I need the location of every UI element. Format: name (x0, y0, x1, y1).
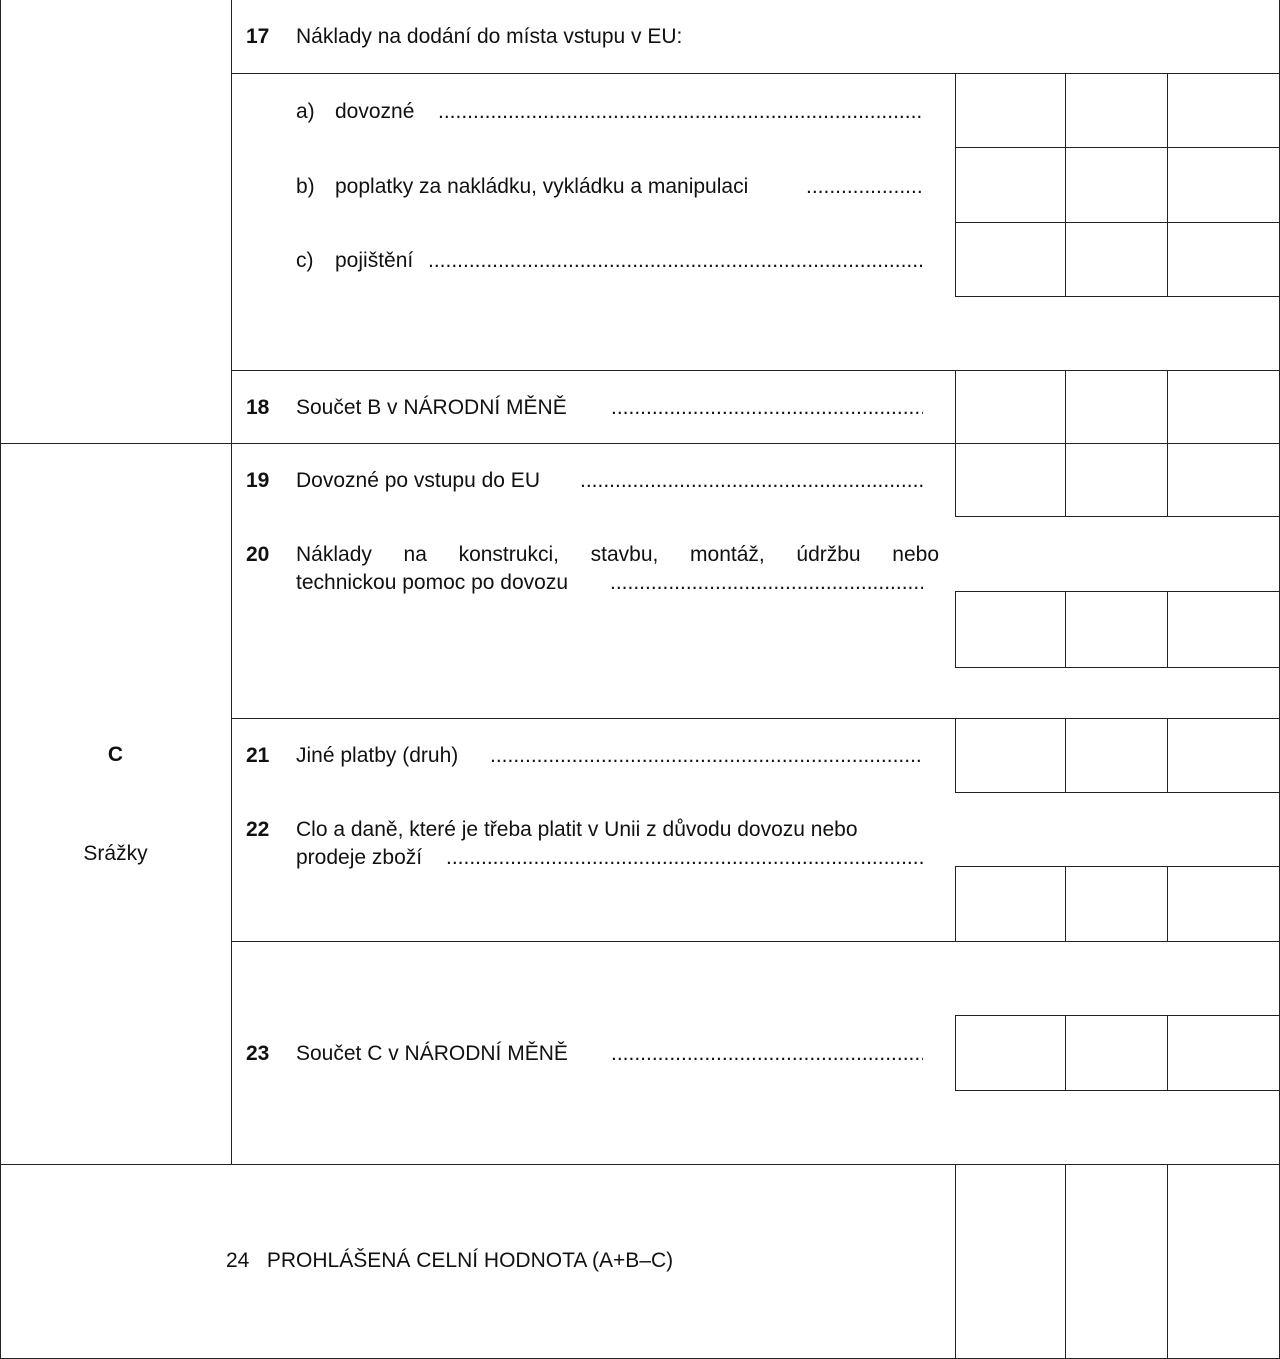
section-column-divider (231, 0, 232, 1165)
row-20-word: nebo (892, 543, 939, 566)
value-cell-22-1[interactable] (956, 867, 1065, 941)
row-18-number: 18 (246, 396, 270, 419)
value-cell-17b-3[interactable] (1168, 148, 1279, 222)
row-20-line1 (296, 541, 939, 569)
value-cell-17c-1[interactable] (956, 223, 1065, 296)
value-cell-18-2[interactable] (1066, 371, 1167, 443)
section-c-label: Srážky (83, 842, 148, 865)
value-cell-21-1[interactable] (956, 719, 1065, 792)
value-cell-22-3[interactable] (1168, 867, 1279, 941)
box-line (955, 792, 1280, 793)
row-17a-marker: a) (296, 100, 315, 123)
value-cell-17a-3[interactable] (1168, 74, 1279, 147)
value-cell-17b-1[interactable] (956, 148, 1065, 222)
value-cell-17c-3[interactable] (1168, 223, 1279, 296)
row-20-word: stavbu, (590, 543, 659, 566)
row-19-label: Dovozné po vstupu do EU (296, 469, 540, 492)
row-20-word: na (403, 543, 427, 566)
value-cell-23-1[interactable] (956, 1016, 1065, 1090)
value-cell-24-1[interactable] (956, 1165, 1065, 1358)
row-20-word: konstrukci, (458, 543, 559, 566)
row-19-leader (580, 467, 923, 495)
row-17b-marker: b) (296, 175, 315, 198)
value-cell-18-1[interactable] (956, 371, 1065, 443)
section-c-letter: C (107, 743, 124, 766)
row-17c-marker: c) (296, 249, 314, 272)
value-cell-17c-2[interactable] (1066, 223, 1167, 296)
value-cell-22-2[interactable] (1066, 867, 1167, 941)
row-23-top-divider (231, 941, 1280, 942)
value-cell-20-1[interactable] (956, 592, 1065, 667)
row-23-number: 23 (246, 1042, 270, 1065)
row-21-number: 21 (246, 744, 270, 767)
value-cell-19-2[interactable] (1066, 444, 1167, 516)
row-23-label: Součet C v NÁRODNÍ MĚNĚ (296, 1042, 568, 1065)
value-cell-20-3[interactable] (1168, 592, 1279, 667)
row-20-word: montáž, (690, 543, 765, 566)
value-cell-21-3[interactable] (1168, 719, 1279, 792)
row-20-word: údržbu (796, 543, 861, 566)
row-18-leader (611, 394, 923, 422)
value-cell-24-3[interactable] (1168, 1165, 1279, 1358)
row-17b-label: poplatky za nakládku, vykládku a manipulaci (335, 175, 749, 198)
value-cell-17a-1[interactable] (956, 74, 1065, 147)
row-22-line2: prodeje zboží (296, 846, 423, 869)
row-17-number: 17 (246, 25, 270, 48)
row-17b-leader (806, 173, 923, 201)
row-22-number: 22 (246, 818, 270, 841)
row-17a-label: dovozné (335, 100, 415, 123)
row-22-line1: Clo a daně, které je třeba platit v Unii z důvodu dovozu nebo (296, 818, 858, 841)
value-cell-17b-2[interactable] (1066, 148, 1167, 222)
row-20-word: Náklady (296, 543, 372, 566)
row-17a-leader (438, 98, 923, 126)
row-20-leader (610, 569, 923, 597)
box-line (955, 1090, 1280, 1091)
row-17c-leader (428, 247, 923, 275)
row-19-number: 19 (246, 469, 270, 492)
box-line (955, 667, 1280, 668)
value-cell-21-2[interactable] (1066, 719, 1167, 792)
value-cell-19-3[interactable] (1168, 444, 1279, 516)
row-21-label: Jiné platby (druh) (296, 744, 459, 767)
row-22-leader (446, 844, 923, 872)
row-18-label: Součet B v NÁRODNÍ MĚNĚ (296, 396, 567, 419)
row-17-label: Náklady na dodání do místa vstupu v EU: (296, 25, 683, 48)
value-cell-20-2[interactable] (1066, 592, 1167, 667)
value-cell-17a-2[interactable] (1066, 74, 1167, 147)
row-20-number: 20 (246, 543, 270, 566)
row-21-leader (490, 742, 923, 770)
box-line (955, 516, 1280, 517)
value-cell-23-2[interactable] (1066, 1016, 1167, 1090)
box-line (955, 296, 1280, 297)
value-cell-24-2[interactable] (1066, 1165, 1167, 1358)
row-17c-label: pojištění (335, 249, 414, 272)
value-cell-23-3[interactable] (1168, 1016, 1279, 1090)
row-24-label: 24 PROHLÁŠENÁ CELNÍ HODNOTA (A+B–C) (226, 1249, 674, 1272)
value-cell-19-1[interactable] (956, 444, 1065, 516)
value-cell-18-3[interactable] (1168, 371, 1279, 443)
row-20-line2: technickou pomoc po dovozu (296, 571, 569, 594)
row-23-leader (611, 1040, 923, 1068)
left-border (0, 0, 1, 1359)
